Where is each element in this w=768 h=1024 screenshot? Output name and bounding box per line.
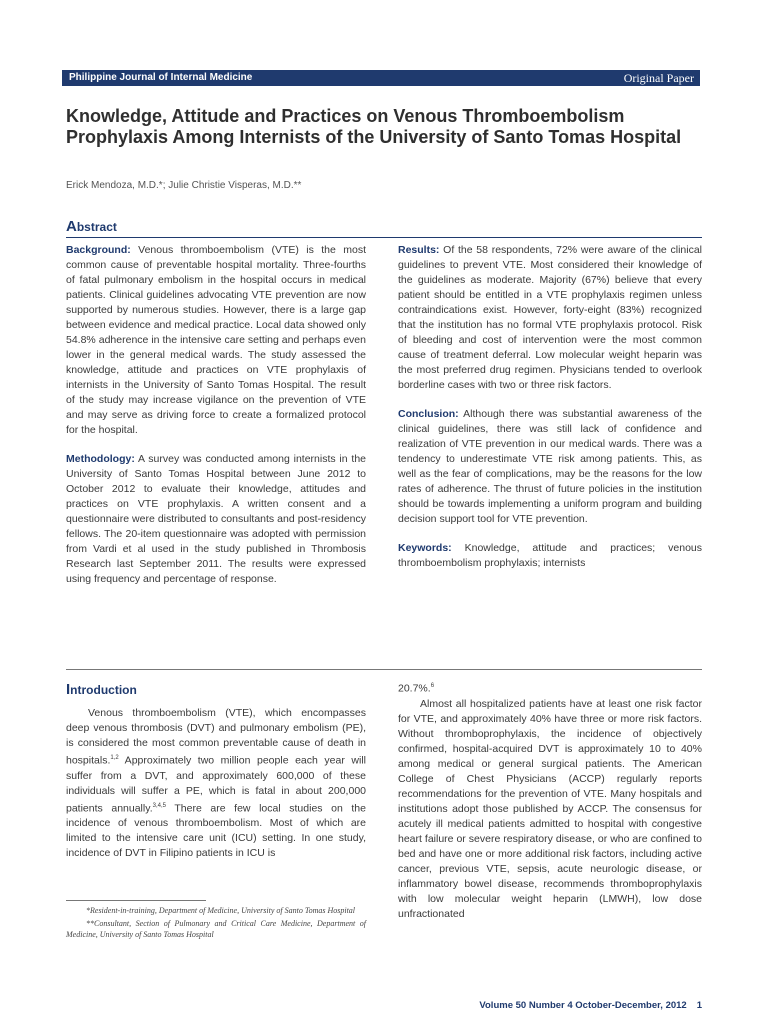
introduction-heading-cap: I: [66, 681, 71, 698]
abstract-right-column: [398, 243, 702, 585]
results-label: Results:: [398, 244, 440, 256]
authors: Erick Mendoza, M.D.*; Julie Christie Visperas, M.D.**: [66, 180, 302, 191]
abstract-left-column: [66, 243, 366, 601]
footnote-2: **Consultant, Section of Pulmonary and Critical Care Medicine, Department of Medicine, University of Santo Tomas Hospital: [66, 919, 366, 939]
background-text: Venous thromboembolism (VTE) is the most common cause of preventable hospital mortality. Three-fourths of fatal pulmonary embolism in the hospital occurs in medical patients. Clinical guidelines advocating VTE prevention are now supported by numerous studies. However, there is a large gap between evidence and medical practice. Local data showed only 54.8% adherence in the intensive care setting and perhaps even lower in the general medical wards. The study assessed the knowledge, attitude and practices on VTE prophylaxis of internists in the University of Santo Tomas Hospital. The result of the study may increase vigilance on the prevention of VTE and may serve as driving force to create a formalized protocol for the hospital.: [66, 244, 366, 436]
citation: 6: [430, 683, 435, 689]
methodology-text: A survey was conducted among internists in the University of Santo Tomas Hospital between June 2012 to October 2012 to evaluate their knowledge, attitudes and practices on VTE prophylaxis. A written consent and a questionnaire were distributed to consultants and post-residency fellows. The 20-item questionnaire was adopted with permission from Vardi et al used in the study published in Thrombosis Research last September 2011. The results were expressed using frequency and percentage of response.: [66, 453, 366, 585]
abstract-keywords: [398, 541, 702, 571]
abstract-conclusion: [398, 407, 702, 527]
introduction-paragraph-2: Almost all hospitalized patients have at least one risk factor for VTE, and approximately 40% have three or more risk factors. Without thromboprophylaxis, the incidence of objectively confirmed, hospital-acquired DVT is approximately 10 to 40% among medical or general surgical patients. The American College of Chest Physicians (ACCP) regularly reports recommendations for the prevention of VTE. Many hospitals and institutions adopt those published by ACCP. The consensus for acutely ill medical patients admitted to hospital with congestive heart failure or severe respiratory disease, or who are confined to bed and have one or more additional risk factors, including active cancer, previous VTE, sepsis, acute neurologic disease, or inflammatory bowel disease, recommends thromboprophylaxis with low molecular weight heparin (LMWH), low dose unfractionated: [398, 697, 702, 920]
abstract-methodology: [66, 452, 366, 587]
abstract-divider: [66, 237, 702, 238]
page-number: 1: [696, 1000, 702, 1011]
citation: 1,2: [110, 755, 119, 761]
citation: 3,4,5: [152, 802, 166, 809]
introduction-paragraph-1: [66, 706, 366, 861]
background-label: Background:: [66, 244, 131, 256]
page-footer: [420, 1000, 702, 1012]
paper-type-label: Original Paper: [623, 71, 694, 85]
abstract-heading-rest: bstract: [76, 220, 117, 234]
introduction-right-column: [398, 679, 702, 922]
introduction-left-column: [66, 706, 366, 861]
abstract-heading: [66, 219, 117, 235]
abstract-results: [398, 243, 702, 393]
results-text: Of the 58 respondents, 72% were aware of the clinical guidelines to prevent VTE. Most considered their knowledge of the guidelines as moderate. Majority (67%) believe that every patient should be entitled in a VTE prophylaxis regimen unless contraindications exist. However, forty-eight (83%) recognized that the institution has no formal VTE prophylaxis protocol. Risk of bleeding and cost of intervention were the most common cause of treatment deferral. Low molecular weight heparin was the most preferred drug regimen. Physicians tended to overlook borderline cases with two or three risk factors.: [398, 244, 702, 391]
intro-cont-text: 20.7%.: [398, 682, 431, 695]
intro-text-a: Venous thromboembolism (VTE), which encompasses deep venous thrombosis (DVT) and pulmonary embolism (PE), is considered the most common preventable cause of death in hospitals.: [66, 707, 366, 767]
volume-info: Volume 50 Number 4 October-December, 2012: [479, 1000, 687, 1011]
article-title: Knowledge, Attitude and Practices on Venous Thromboembolism Prophylaxis Among Internists of the University of Santo Tomas Hospital: [66, 106, 682, 147]
section-divider: [66, 669, 702, 670]
footnote-divider: [66, 900, 206, 901]
journal-header-band: [62, 70, 700, 86]
abstract-background: [66, 243, 366, 438]
journal-name: Philippine Journal of Internal Medicine: [69, 72, 253, 83]
introduction-heading: [66, 682, 137, 698]
footnote-1: *Resident-in-training, Department of Medicine, University of Santo Tomas Hospital: [86, 906, 356, 915]
methodology-label: Methodology:: [66, 453, 135, 465]
keywords-text: Knowledge, attitude and practices; venous thromboembolism prophylaxis; internists: [398, 542, 702, 569]
conclusion-label: Conclusion:: [398, 408, 459, 420]
keywords-label: Keywords:: [398, 542, 452, 554]
introduction-continuation: [398, 679, 702, 697]
footnotes: [66, 905, 366, 942]
conclusion-text: Although there was substantial awareness of the clinical guidelines, there was still lack of confidence and realization of VTE prevention in our medical wards. There was a tendency to underestimate VTE risk among patients. This, as well as the fear of complications, may be the reasons for the low rates of adherence. The thrust of future policies in the institution should be towards implementing a uniform program and building decision support tool for VTE prevention.: [398, 408, 702, 525]
introduction-heading-rest: ntroduction: [70, 683, 137, 697]
intro-text-c: There are few local studies on the incidence of venous thromboembolism. Most of which are limited to the intensive care unit (ICU) setting. In one study, incidence of DVT in Filipino patients in ICU is: [66, 802, 366, 859]
intro-text-b: Approximately two million people each year will suffer from a DVT, and approximately 600,000 of these individuals will suffer a PE, which is fatal in about 200,000 patients annually.: [66, 754, 366, 814]
abstract-heading-cap: A: [66, 218, 77, 235]
